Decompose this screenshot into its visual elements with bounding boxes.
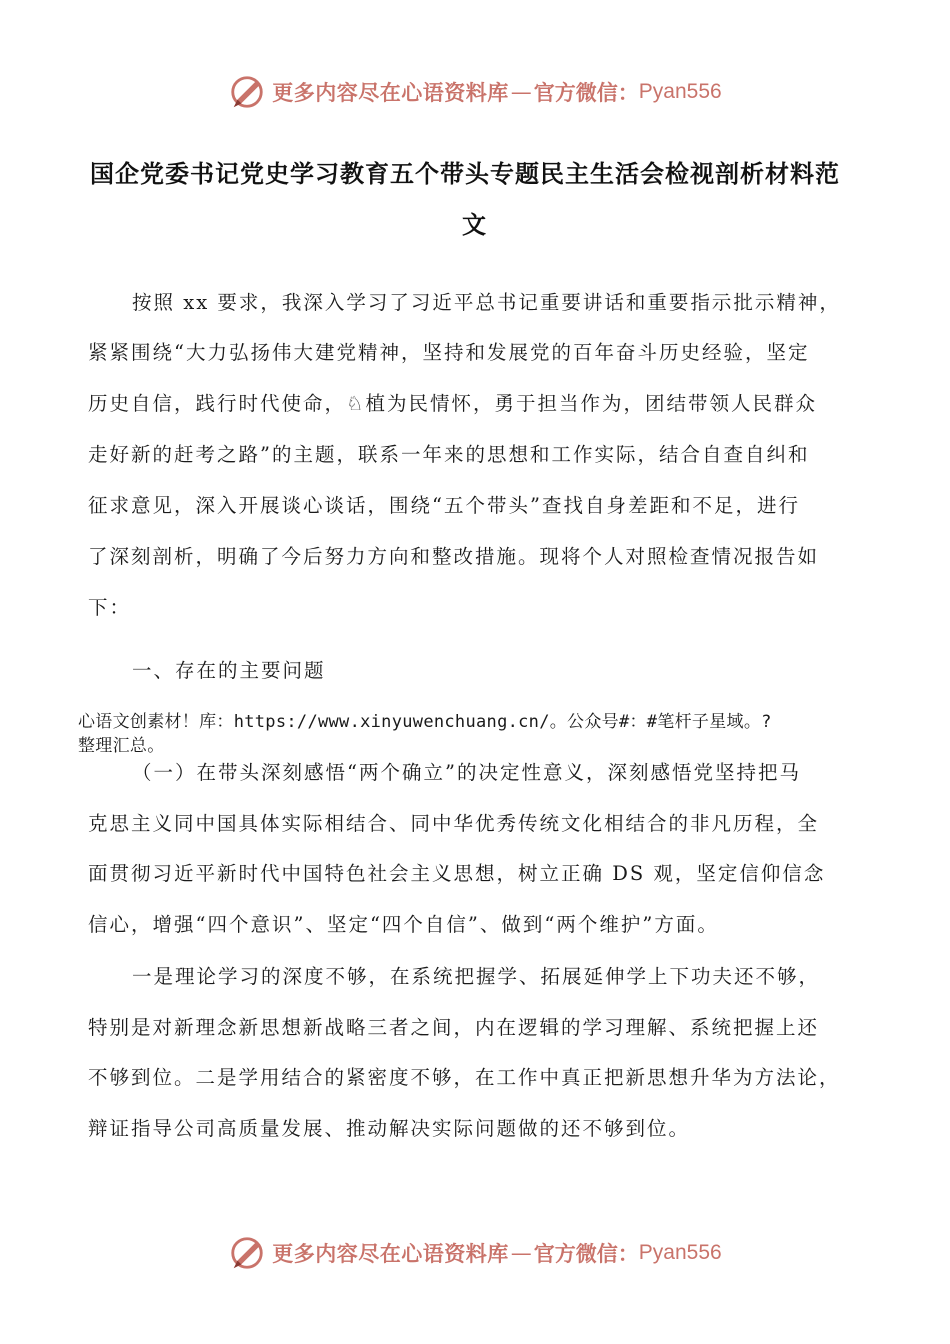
document-title-line1: 国企党委书记党史学习教育五个带头专题民主生活会检视剖析材料范 bbox=[90, 160, 840, 188]
pen-logo-icon bbox=[228, 73, 266, 111]
intro-line: 按照 xx 要求，我深入学习了习近平总书记重要讲话和重要指示批示精神， bbox=[132, 291, 841, 314]
watermark-wechat-id: Pyan556 bbox=[638, 80, 722, 103]
intro-line: 下： bbox=[88, 596, 132, 619]
source-note-line1: 心语文创素材！库：https://www.xinyuwenchuang.cn/。公众号#：#笔杆子星域。? bbox=[78, 712, 772, 732]
intro-line: 了深刻剖析，明确了今后努力方向和整改措施。现将个人对照检查情况报告如 bbox=[88, 545, 820, 568]
section-heading: 一、存在的主要问题 bbox=[132, 659, 326, 682]
watermark-wechat-label: 官方微信： bbox=[533, 81, 639, 105]
subsection-line: 克思主义同中国具体实际相结合、同中华优秀传统文化相结合的非凡历程，全 bbox=[88, 812, 820, 835]
intro-line: 历史自信，践行时代使命，♘植为民情怀，勇于担当作为，团结带领人民群众 bbox=[88, 392, 817, 415]
document-title-line2: 文 bbox=[462, 211, 487, 239]
problem-line: 特别是对新理念新思想新战略三者之间，内在逻辑的学习理解、系统把握上还 bbox=[88, 1016, 820, 1039]
problem-line: 辩证指导公司高质量发展、推动解决实际问题做的还不够到位。 bbox=[88, 1117, 691, 1140]
intro-line: 走好新的赶考之路”的主题，联系一年来的思想和工作实际，结合自查自纠和 bbox=[88, 443, 810, 466]
watermark-separator: — bbox=[510, 1241, 532, 1265]
intro-line: 紧紧围绕“大力弘扬伟大建党精神，坚持和发展党的百年奋斗历史经验，坚定 bbox=[88, 341, 810, 364]
watermark-banner-top bbox=[0, 70, 950, 114]
watermark-site-text: 更多内容尽在心语资料库 bbox=[272, 1242, 509, 1266]
problem-line: 一是理论学习的深度不够，在系统把握学、拓展延伸学上下功夫还不够， bbox=[132, 965, 821, 988]
watermark-wechat-id: Pyan556 bbox=[638, 1241, 722, 1264]
subsection-line: 信心，增强“四个意识”、坚定“四个自信”、做到“两个维护”方面。 bbox=[88, 913, 719, 936]
watermark-separator: — bbox=[510, 80, 532, 104]
source-note-line2: 整理汇总。 bbox=[78, 736, 165, 756]
problem-line: 不够到位。二是学用结合的紧密度不够，在工作中真正把新思想升华为方法论， bbox=[88, 1066, 841, 1089]
subsection-line: 面贯彻习近平新时代中国特色社会主义思想，树立正确 DS 观，坚定信仰信念 bbox=[88, 862, 826, 885]
watermark-banner-bottom bbox=[0, 1231, 950, 1275]
intro-line: 征求意见，深入开展谈心谈话，围绕“五个带头”查找自身差距和不足，进行 bbox=[88, 494, 800, 517]
watermark-site-text: 更多内容尽在心语资料库 bbox=[272, 81, 509, 105]
subsection-line: （一）在带头深刻感悟“两个确立”的决定性意义，深刻感悟党坚持把马 bbox=[132, 761, 801, 784]
watermark-wechat-label: 官方微信： bbox=[533, 1242, 639, 1266]
pen-logo-icon bbox=[228, 1234, 266, 1272]
